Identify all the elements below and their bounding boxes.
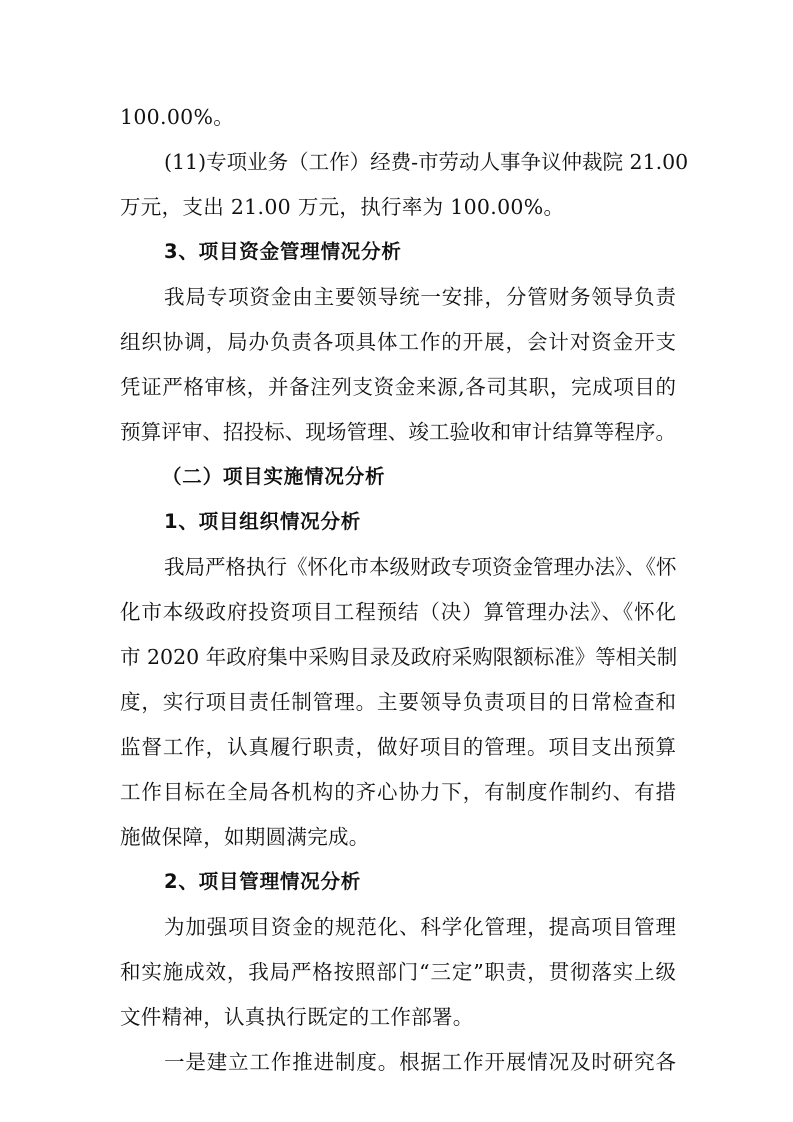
text-line: 我局专项资金由主要领导统一安排，分管财务领导负责 (164, 285, 676, 309)
text-line: 施做保障，如期圆满完成。 (120, 825, 370, 849)
section-heading: （二）项目实施情况分析 (162, 465, 386, 488)
section-heading: 2、项目管理情况分析 (164, 870, 362, 893)
section-heading: 1、项目组织情况分析 (164, 510, 362, 533)
text-line: 监督工作，认真履行职责，做好项目的管理。项目支出预算 (120, 735, 676, 759)
text-line: 万元，支出 21.00 万元，执行率为 100.00%。 (120, 195, 565, 219)
text-line: (11)专项业务（工作）经费-市劳动人事争议仲裁院 21.00 (164, 150, 689, 174)
text-line: 市 2020 年政府集中采购目录及政府采购限额标准》等相关制 (120, 645, 678, 669)
text-line: 度，实行项目责任制管理。主要领导负责项目的日常检查和 (120, 690, 676, 714)
text-line: 凭证严格审核，并备注列支资金来源,各司其职，完成项目的 (120, 375, 676, 399)
text-line: 组织协调，局办负责各项具体工作的开展，会计对资金开支 (120, 330, 676, 354)
text-line: 我局严格执行《怀化市本级财政专项资金管理办法》、《怀 (164, 555, 677, 579)
text-line: 文件精神，认真执行既定的工作部署。 (120, 1005, 474, 1029)
text-line: 化市本级政府投资项目工程预结（决）算管理办法》、《怀化 (120, 600, 676, 624)
text-line: 100.00%。 (120, 105, 235, 129)
text-line: 预算评审、招投标、现场管理、竣工验收和审计结算等程序。 (120, 420, 676, 444)
text-line: 一是建立工作推进制度。根据工作开展情况及时研究各 (164, 1050, 676, 1074)
text-line: 为加强项目资金的规范化、科学化管理，提高项目管理 (164, 915, 676, 939)
text-line: 和实施成效，我局严格按照部门“三定”职责，贯彻落实上级 (120, 960, 676, 984)
text-line: 工作目标在全局各机构的齐心协力下，有制度作制约、有措 (120, 780, 676, 804)
section-heading: 3、项目资金管理情况分析 (164, 240, 402, 263)
